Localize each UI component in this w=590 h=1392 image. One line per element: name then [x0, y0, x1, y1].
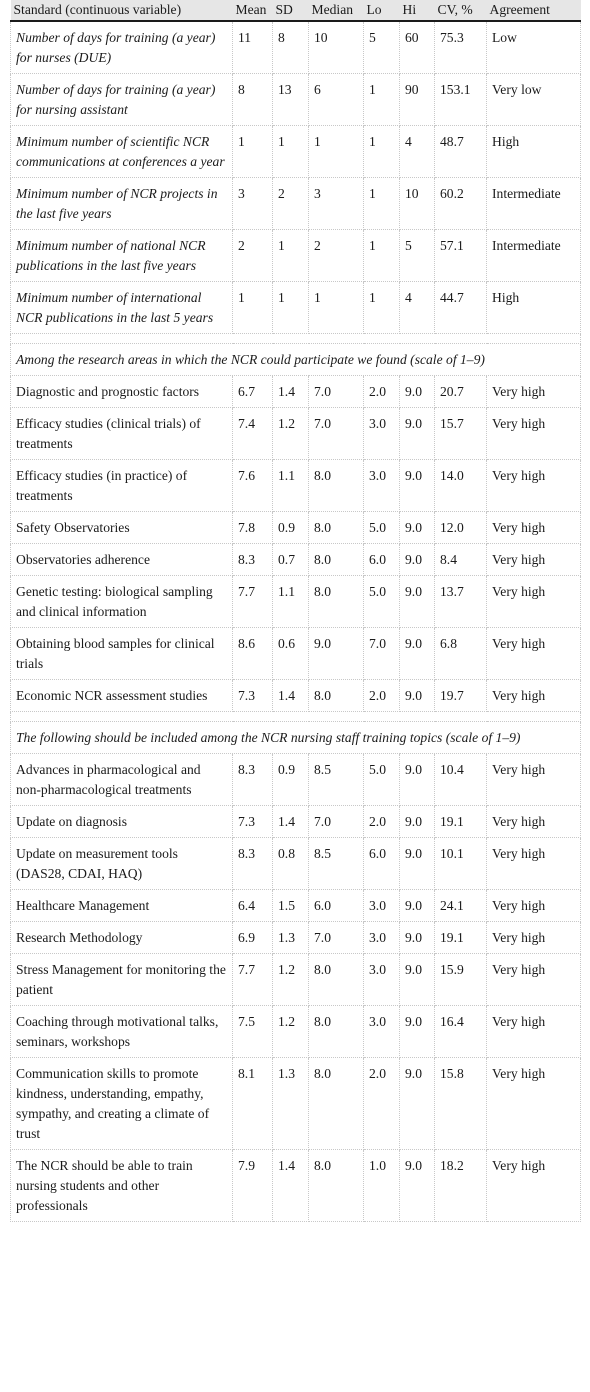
- cell-label: Observatories adherence: [11, 544, 233, 576]
- cell-median: 8.0: [309, 576, 364, 628]
- cell-median: 6.0: [309, 890, 364, 922]
- cell-label: Minimum number of national NCR publications in the last five years: [11, 230, 233, 282]
- cell-sd: 1.4: [273, 1150, 309, 1222]
- section-heading-row: [11, 722, 581, 754]
- cell-hi: 4: [400, 282, 435, 334]
- cell-lo: 1: [364, 282, 400, 334]
- cell-mean: 7.6: [233, 460, 273, 512]
- section-heading: Among the research areas in which the NCR could participate we found (scale of 1–9): [11, 344, 581, 376]
- cell-cv: 57.1: [435, 230, 487, 282]
- table-row: [11, 954, 581, 1006]
- table-row: [11, 282, 581, 334]
- cell-agreement: Very high: [487, 408, 581, 460]
- header-sd: SD: [273, 0, 309, 21]
- cell-mean: 7.4: [233, 408, 273, 460]
- cell-agreement: High: [487, 282, 581, 334]
- cell-hi: 9.0: [400, 408, 435, 460]
- cell-hi: 9.0: [400, 544, 435, 576]
- cell-median: 6: [309, 74, 364, 126]
- cell-sd: 0.8: [273, 838, 309, 890]
- cell-lo: 1: [364, 230, 400, 282]
- cell-hi: 9.0: [400, 754, 435, 806]
- table-row: [11, 21, 581, 74]
- cell-sd: 0.9: [273, 512, 309, 544]
- cell-hi: 9.0: [400, 680, 435, 712]
- section-heading: The following should be included among the NCR nursing staff training topics (scale of 1–9): [11, 722, 581, 754]
- cell-mean: 7.3: [233, 806, 273, 838]
- cell-mean: 8.6: [233, 628, 273, 680]
- cell-cv: 15.8: [435, 1058, 487, 1150]
- header-standard: Standard (continuous variable): [11, 0, 233, 21]
- cell-agreement: Very high: [487, 680, 581, 712]
- table-row: [11, 74, 581, 126]
- table-row: [11, 460, 581, 512]
- cell-median: 8.0: [309, 954, 364, 1006]
- cell-agreement: Very high: [487, 1150, 581, 1222]
- cell-median: 3: [309, 178, 364, 230]
- cell-median: 8.0: [309, 1150, 364, 1222]
- cell-median: 1: [309, 282, 364, 334]
- cell-median: 8.0: [309, 1058, 364, 1150]
- cell-agreement: Very high: [487, 890, 581, 922]
- cell-median: 9.0: [309, 628, 364, 680]
- cell-label: Update on measurement tools (DAS28, CDAI, HAQ): [11, 838, 233, 890]
- cell-median: 8.0: [309, 1006, 364, 1058]
- cell-cv: 48.7: [435, 126, 487, 178]
- cell-agreement: Very high: [487, 922, 581, 954]
- cell-cv: 12.0: [435, 512, 487, 544]
- table-row: [11, 376, 581, 408]
- cell-lo: 2.0: [364, 806, 400, 838]
- cell-agreement: Very high: [487, 954, 581, 1006]
- cell-hi: 9.0: [400, 922, 435, 954]
- cell-hi: 9.0: [400, 460, 435, 512]
- table-row: [11, 806, 581, 838]
- table-row: [11, 890, 581, 922]
- cell-lo: 5: [364, 21, 400, 74]
- cell-median: 10: [309, 21, 364, 74]
- cell-median: 7.0: [309, 806, 364, 838]
- cell-label: Minimum number of international NCR publications in the last 5 years: [11, 282, 233, 334]
- cell-label: Genetic testing: biological sampling and clinical information: [11, 576, 233, 628]
- cell-hi: 4: [400, 126, 435, 178]
- cell-agreement: Very high: [487, 838, 581, 890]
- cell-lo: 1: [364, 178, 400, 230]
- cell-hi: 10: [400, 178, 435, 230]
- cell-sd: 1.4: [273, 680, 309, 712]
- cell-lo: 3.0: [364, 460, 400, 512]
- cell-label: Minimum number of scientific NCR communications at conferences a year: [11, 126, 233, 178]
- cell-cv: 24.1: [435, 890, 487, 922]
- cell-cv: 15.7: [435, 408, 487, 460]
- cell-mean: 8.3: [233, 838, 273, 890]
- cell-label: Safety Observatories: [11, 512, 233, 544]
- cell-label: The NCR should be able to train nursing students and other professionals: [11, 1150, 233, 1222]
- cell-mean: 7.5: [233, 1006, 273, 1058]
- cell-median: 8.5: [309, 838, 364, 890]
- cell-mean: 7.3: [233, 680, 273, 712]
- cell-mean: 1: [233, 126, 273, 178]
- table-row: [11, 126, 581, 178]
- cell-hi: 9.0: [400, 890, 435, 922]
- cell-mean: 7.7: [233, 576, 273, 628]
- cell-sd: 1.2: [273, 954, 309, 1006]
- header-agreement: Agreement: [487, 0, 581, 21]
- cell-mean: 8.3: [233, 754, 273, 806]
- cell-median: 7.0: [309, 408, 364, 460]
- cell-agreement: Intermediate: [487, 230, 581, 282]
- cell-median: 2: [309, 230, 364, 282]
- cell-agreement: Very high: [487, 628, 581, 680]
- cell-mean: 7.7: [233, 954, 273, 1006]
- table-row: [11, 1058, 581, 1150]
- cell-agreement: Very high: [487, 460, 581, 512]
- cell-sd: 1.3: [273, 922, 309, 954]
- cell-mean: 6.9: [233, 922, 273, 954]
- cell-agreement: Very high: [487, 1058, 581, 1150]
- cell-cv: 60.2: [435, 178, 487, 230]
- cell-label: Obtaining blood samples for clinical trials: [11, 628, 233, 680]
- cell-agreement: High: [487, 126, 581, 178]
- cell-sd: 8: [273, 21, 309, 74]
- cell-sd: 1: [273, 126, 309, 178]
- section-spacer: [11, 334, 581, 344]
- cell-cv: 75.3: [435, 21, 487, 74]
- cell-label: Economic NCR assessment studies: [11, 680, 233, 712]
- cell-mean: 6.7: [233, 376, 273, 408]
- cell-cv: 44.7: [435, 282, 487, 334]
- cell-lo: 6.0: [364, 838, 400, 890]
- cell-mean: 7.9: [233, 1150, 273, 1222]
- cell-median: 1: [309, 126, 364, 178]
- header-mean: Mean: [233, 0, 273, 21]
- cell-cv: 18.2: [435, 1150, 487, 1222]
- header-lo: Lo: [364, 0, 400, 21]
- cell-mean: 7.8: [233, 512, 273, 544]
- spacer-cell: [11, 334, 581, 344]
- cell-sd: 1: [273, 282, 309, 334]
- cell-mean: 6.4: [233, 890, 273, 922]
- cell-median: 8.0: [309, 680, 364, 712]
- header-cv: CV, %: [435, 0, 487, 21]
- cell-lo: 5.0: [364, 512, 400, 544]
- cell-agreement: Very high: [487, 512, 581, 544]
- cell-agreement: Very low: [487, 74, 581, 126]
- cell-sd: 1.4: [273, 376, 309, 408]
- table-row: [11, 544, 581, 576]
- cell-cv: 15.9: [435, 954, 487, 1006]
- cell-agreement: Very high: [487, 806, 581, 838]
- cell-label: Update on diagnosis: [11, 806, 233, 838]
- table-row: [11, 754, 581, 806]
- cell-hi: 9.0: [400, 1006, 435, 1058]
- cell-mean: 3: [233, 178, 273, 230]
- cell-lo: 3.0: [364, 1006, 400, 1058]
- cell-median: 8.0: [309, 544, 364, 576]
- cell-mean: 8.3: [233, 544, 273, 576]
- cell-sd: 1: [273, 230, 309, 282]
- cell-label: Advances in pharmacological and non-pharmacological treatments: [11, 754, 233, 806]
- cell-label: Healthcare Management: [11, 890, 233, 922]
- cell-sd: 0.6: [273, 628, 309, 680]
- cell-lo: 2.0: [364, 376, 400, 408]
- cell-lo: 3.0: [364, 890, 400, 922]
- cell-hi: 9.0: [400, 806, 435, 838]
- cell-mean: 11: [233, 21, 273, 74]
- table-row: [11, 922, 581, 954]
- cell-cv: 20.7: [435, 376, 487, 408]
- cell-median: 8.0: [309, 460, 364, 512]
- cell-hi: 5: [400, 230, 435, 282]
- cell-median: 7.0: [309, 376, 364, 408]
- cell-hi: 9.0: [400, 628, 435, 680]
- cell-median: 7.0: [309, 922, 364, 954]
- cell-label: Stress Management for monitoring the patient: [11, 954, 233, 1006]
- cell-lo: 2.0: [364, 1058, 400, 1150]
- cell-hi: 9.0: [400, 1150, 435, 1222]
- cell-cv: 10.1: [435, 838, 487, 890]
- table-row: [11, 1006, 581, 1058]
- cell-median: 8.5: [309, 754, 364, 806]
- consensus-table: [10, 0, 581, 1222]
- cell-lo: 3.0: [364, 954, 400, 1006]
- cell-agreement: Very high: [487, 576, 581, 628]
- cell-cv: 10.4: [435, 754, 487, 806]
- cell-cv: 153.1: [435, 74, 487, 126]
- cell-sd: 0.9: [273, 754, 309, 806]
- cell-hi: 60: [400, 21, 435, 74]
- cell-mean: 2: [233, 230, 273, 282]
- cell-hi: 90: [400, 74, 435, 126]
- section-spacer: [11, 712, 581, 722]
- cell-label: Efficacy studies (in practice) of treatments: [11, 460, 233, 512]
- cell-cv: 13.7: [435, 576, 487, 628]
- cell-cv: 19.7: [435, 680, 487, 712]
- cell-label: Research Methodology: [11, 922, 233, 954]
- cell-hi: 9.0: [400, 376, 435, 408]
- cell-sd: 1.2: [273, 1006, 309, 1058]
- cell-lo: 1: [364, 126, 400, 178]
- cell-lo: 3.0: [364, 922, 400, 954]
- cell-lo: 1.0: [364, 1150, 400, 1222]
- cell-agreement: Intermediate: [487, 178, 581, 230]
- cell-sd: 1.5: [273, 890, 309, 922]
- cell-hi: 9.0: [400, 838, 435, 890]
- cell-cv: 16.4: [435, 1006, 487, 1058]
- cell-agreement: Very high: [487, 1006, 581, 1058]
- table-row: [11, 408, 581, 460]
- header-hi: Hi: [400, 0, 435, 21]
- cell-sd: 1.1: [273, 460, 309, 512]
- cell-agreement: Low: [487, 21, 581, 74]
- cell-lo: 7.0: [364, 628, 400, 680]
- cell-label: Efficacy studies (clinical trials) of treatments: [11, 408, 233, 460]
- cell-sd: 1.3: [273, 1058, 309, 1150]
- cell-label: Communication skills to promote kindness, understanding, empathy, sympathy, and creating a climate of trust: [11, 1058, 233, 1150]
- table-row: [11, 628, 581, 680]
- cell-cv: 14.0: [435, 460, 487, 512]
- cell-hi: 9.0: [400, 512, 435, 544]
- spacer-cell: [11, 712, 581, 722]
- cell-lo: 5.0: [364, 576, 400, 628]
- table-row: [11, 1150, 581, 1222]
- cell-hi: 9.0: [400, 576, 435, 628]
- table-body: [11, 21, 581, 1222]
- cell-agreement: Very high: [487, 376, 581, 408]
- cell-agreement: Very high: [487, 544, 581, 576]
- header-row: [11, 0, 581, 21]
- cell-hi: 9.0: [400, 954, 435, 1006]
- cell-label: Diagnostic and prognostic factors: [11, 376, 233, 408]
- table-header: [11, 0, 581, 21]
- cell-lo: 1: [364, 74, 400, 126]
- cell-sd: 1.2: [273, 408, 309, 460]
- cell-cv: 6.8: [435, 628, 487, 680]
- cell-lo: 5.0: [364, 754, 400, 806]
- cell-cv: 19.1: [435, 922, 487, 954]
- cell-sd: 1.1: [273, 576, 309, 628]
- table-row: [11, 512, 581, 544]
- cell-agreement: Very high: [487, 754, 581, 806]
- cell-lo: 3.0: [364, 408, 400, 460]
- cell-median: 8.0: [309, 512, 364, 544]
- table-row: [11, 230, 581, 282]
- header-median: Median: [309, 0, 364, 21]
- cell-sd: 1.4: [273, 806, 309, 838]
- cell-cv: 19.1: [435, 806, 487, 838]
- table-row: [11, 178, 581, 230]
- cell-lo: 6.0: [364, 544, 400, 576]
- cell-label: Minimum number of NCR projects in the last five years: [11, 178, 233, 230]
- cell-mean: 8: [233, 74, 273, 126]
- cell-label: Number of days for training (a year) for nurses (DUE): [11, 21, 233, 74]
- cell-mean: 8.1: [233, 1058, 273, 1150]
- section-heading-row: [11, 344, 581, 376]
- cell-cv: 8.4: [435, 544, 487, 576]
- table-row: [11, 576, 581, 628]
- cell-mean: 1: [233, 282, 273, 334]
- cell-label: Coaching through motivational talks, seminars, workshops: [11, 1006, 233, 1058]
- table-row: [11, 680, 581, 712]
- cell-sd: 0.7: [273, 544, 309, 576]
- cell-label: Number of days for training (a year) for nursing assistant: [11, 74, 233, 126]
- cell-sd: 13: [273, 74, 309, 126]
- table-row: [11, 838, 581, 890]
- cell-sd: 2: [273, 178, 309, 230]
- cell-lo: 2.0: [364, 680, 400, 712]
- cell-hi: 9.0: [400, 1058, 435, 1150]
